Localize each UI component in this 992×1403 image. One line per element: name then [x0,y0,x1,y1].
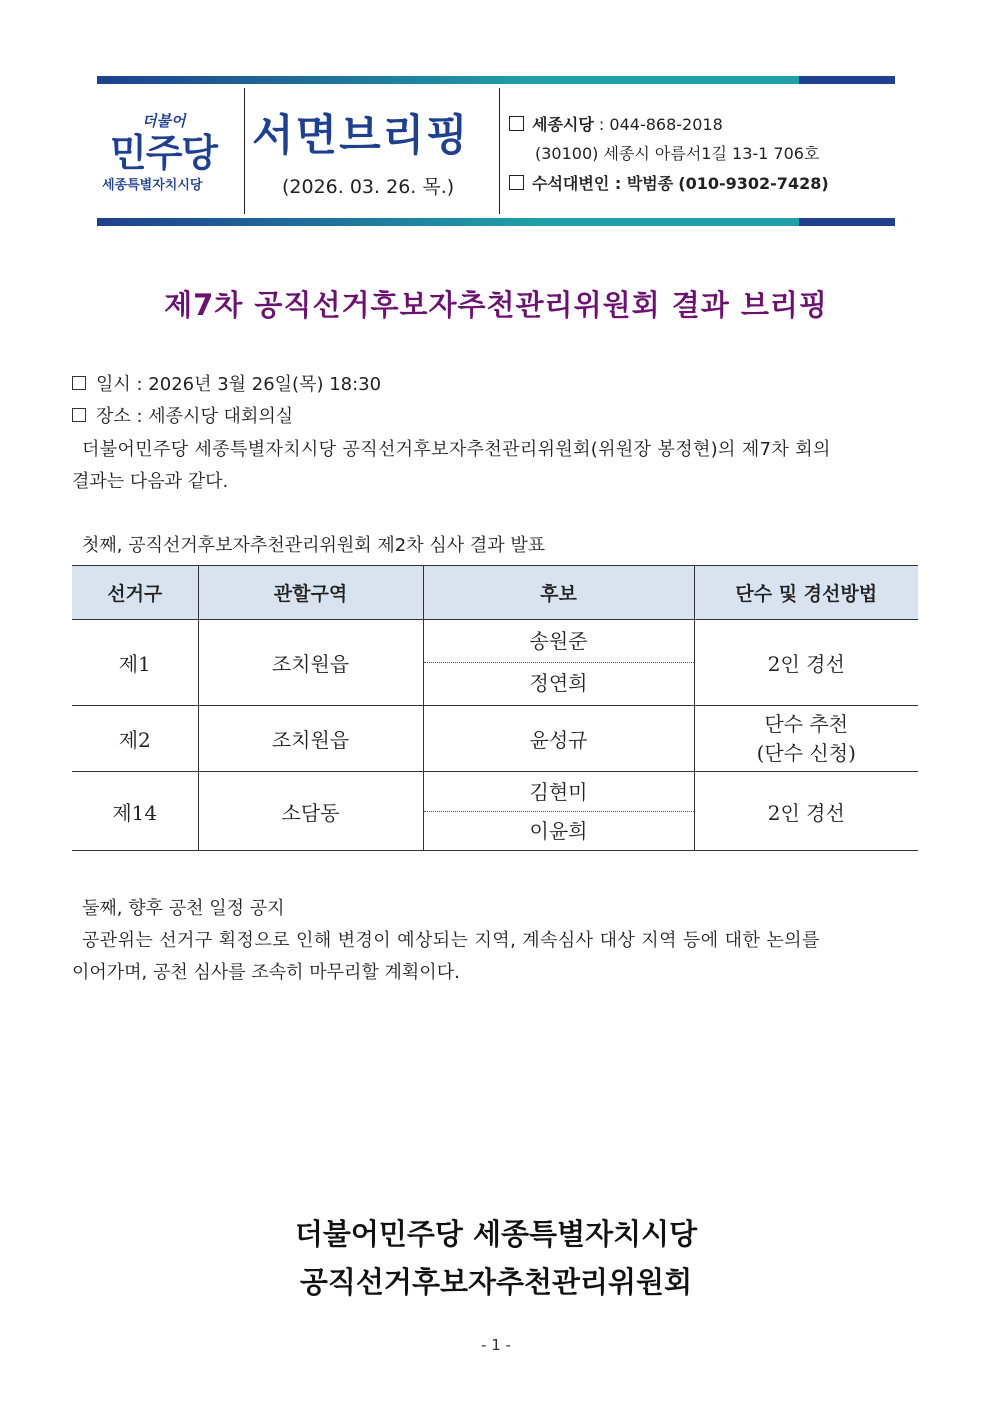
table-header-row [72,566,918,620]
footer-party: 더불어민주당 세종특별자치시당 [294,1217,698,1251]
district-cell: 제1 [72,620,198,706]
party-logo [102,110,242,200]
logo-sub-text: 세종특별자치시당 [102,178,203,193]
candidate-cell [423,772,694,851]
logo-small-text: 더불어 [142,112,186,130]
method-note: (단수 신청) [756,740,856,765]
info-place: 장소 : 세종시당 대회의실 [72,402,293,428]
section2-line-1: 공관위는 선거구 획정으로 인해 변경이 예상되는 지역, 계속심사 대상 지역 등에 대한 논의를 [82,930,820,951]
candidate-name: 이윤희 [529,818,588,843]
header-method: 단수 및 경선방법 [694,566,918,620]
header-district: 선거구 [72,566,198,620]
candidate-name: 송원준 [424,621,694,663]
header-area: 관할구역 [198,566,423,620]
header-divider-2 [499,88,500,214]
intro-line-2: 결과는 다음과 같다. [72,471,229,492]
page-number: - 1 - [481,1336,511,1354]
candidate-name: 김현미 [424,773,694,812]
area-cell: 조치원읍 [198,706,423,772]
logo-main-text: 민주당 [110,131,218,175]
footer-committee: 공직선거후보자추천관리위원회 [299,1265,693,1299]
method-cell: 2인 경선 [694,772,918,851]
method-cell [694,706,918,772]
header-top-bar [97,76,895,84]
section1-heading: 첫째, 공직선거후보자추천관리위원회 제2차 심사 결과 발표 [82,535,546,556]
table-row [72,620,918,706]
briefing-title: 서면브리핑 [252,111,470,161]
method-cell: 2인 경선 [694,620,918,706]
method-text: 단수 추천 [764,711,849,736]
table-row [72,706,918,772]
checkbox-icon [509,116,524,131]
section2-line-2: 이어가며, 공천 심사를 조속히 마무리할 계획이다. [72,962,460,983]
candidate-cell: 윤성규 [423,706,694,772]
contact-address: (30100) 세종시 아름서1길 13-1 706호 [535,144,820,163]
square-bullet-icon [72,376,86,390]
document-title: 제7차 공직선거후보자추천관리위원회 결과 브리핑 [164,288,828,322]
section2-heading: 둘째, 향후 공천 일정 공지 [82,898,285,919]
intro-line-1: 더불어민주당 세종특별자치시당 공직선거후보자추천관리위원회(위원장 봉정현)의 제7차 회의 [82,439,831,460]
district-cell: 제14 [72,772,198,851]
area-cell: 소담동 [198,772,423,851]
contact-party: 세종시당 : 044-868-2018 [509,112,723,135]
contact-spokesperson: 수석대변인 : 박범종 (010-9302-7428) [509,171,829,194]
table-row [72,772,918,851]
header-candidate: 후보 [423,566,694,620]
info-datetime: 일시 : 2026년 3월 26일(목) 18:30 [72,370,381,396]
candidate-cell [423,620,694,706]
header-divider-1 [244,88,245,214]
briefing-date: (2026. 03. 26. 목.) [282,176,455,198]
area-cell: 조치원읍 [198,620,423,706]
candidate-name: 정연희 [529,671,588,695]
checkbox-icon [509,175,524,190]
district-cell: 제2 [72,706,198,772]
header-bottom-bar [97,218,895,226]
results-table [72,565,918,851]
square-bullet-icon [72,408,86,422]
